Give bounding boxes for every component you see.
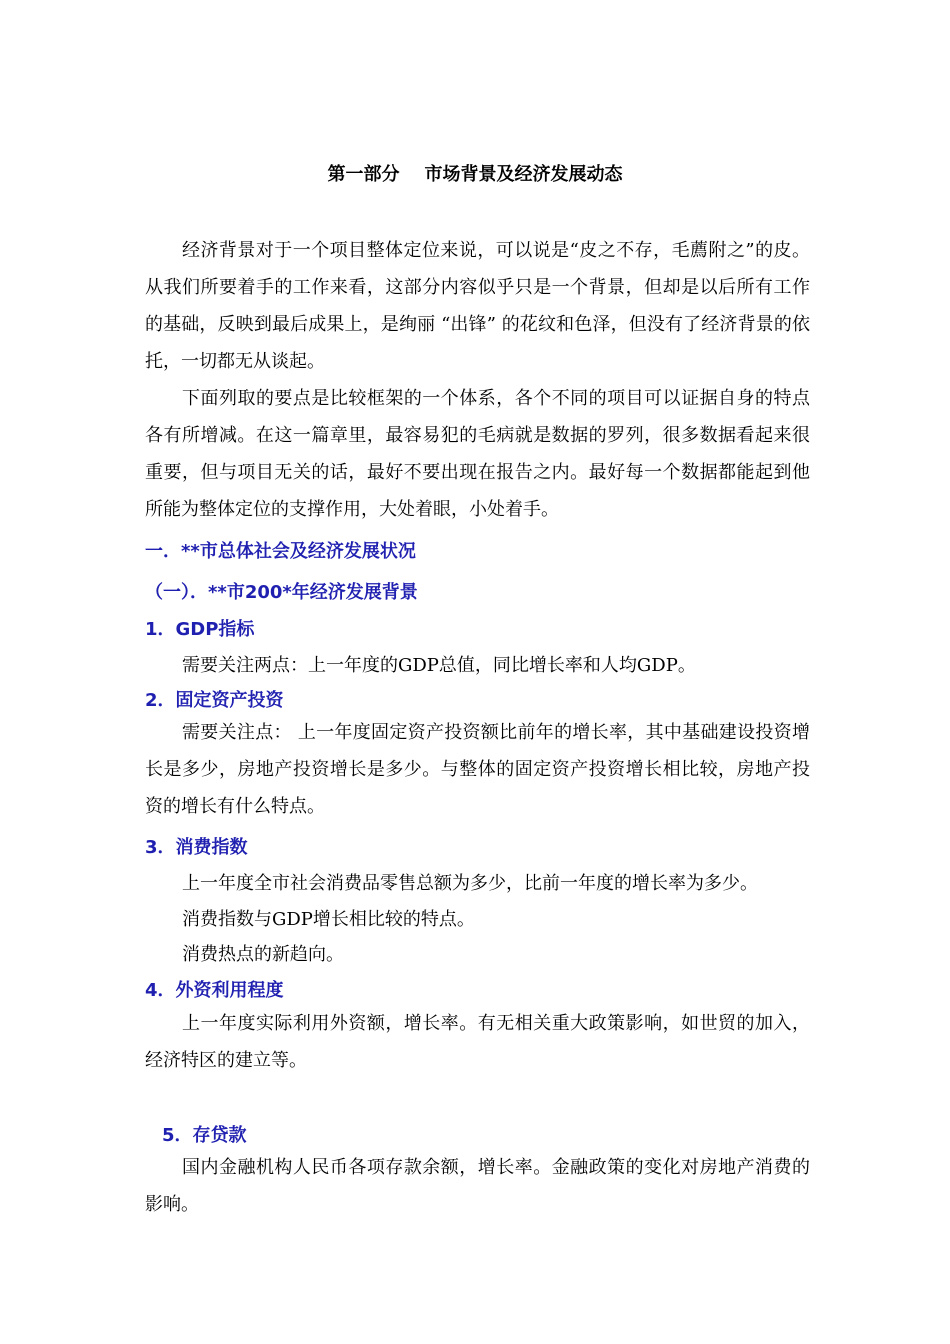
- subsection-heading-1: （一）．**市200*年经济发展背景: [145, 582, 418, 603]
- item-text-deposits: 国内金融机构人民币各项存款余额，增长率。金融政策的变化对房地产消费的影响。: [145, 1157, 810, 1215]
- item-heading-gdp: 1．GDP指标: [145, 619, 255, 640]
- item-heading-foreign-capital: 4．外资利用程度: [145, 980, 284, 1001]
- item-heading-consumption: 3．消费指数: [145, 837, 248, 858]
- item-heading-deposits: 5．存贷款: [162, 1125, 247, 1146]
- intro-paragraph-2: 下面列取的要点是比较框架的一个体系，各个不同的项目可以证据自身的特点各有所增减。在这一篇章里，最容易犯的毛病就是数据的罗列，很多数据看起来很重要，但与项目无关的话，最好不要出现在报告之内。最好每一个数据都能起到他所能为整体定位的支撑作用，大处着眼，小处着手。: [145, 388, 810, 520]
- item-text-consumption-1: 上一年度全市社会消费品零售总额为多少，比前一年度的增长率为多少。: [182, 873, 758, 894]
- item-text-consumption-3: 消费热点的新趋向。: [182, 944, 344, 965]
- section-heading-1: 一．**市总体社会及经济发展状况: [145, 541, 416, 562]
- item-text-gdp: 需要关注两点：上一年度的GDP总值，同比增长率和人均GDP。: [182, 655, 696, 676]
- item-heading-fixed-assets: 2．固定资产投资: [145, 690, 284, 711]
- item-text-consumption-2: 消费指数与GDP增长相比较的特点。: [182, 909, 475, 930]
- item-text-fixed-assets: 需要关注点： 上一年度固定资产投资额比前年的增长率，其中基础建设投资增长是多少，房地产投资增长是多少。与整体的固定资产投资增长相比较，房地产投资的增长有什么特点。: [145, 722, 810, 817]
- item-text-foreign-capital: 上一年度实际利用外资额，增长率。有无相关重大政策影响，如世贸的加入，经济特区的建立等。: [145, 1013, 810, 1071]
- intro-paragraph-1: 经济背景对于一个项目整体定位来说，可以说是“皮之不存，毛薦附之”的皮。从我们所要着手的工作来看，这部分内容似乎只是一个背景，但却是以后所有工作的基础，反映到最后成果上，是绚丽 “出锋” 的花纹和色泽，但没有了经济背景的依托，一切都无从谈起。: [145, 240, 810, 372]
- page-title: 第一部分 市场背景及经济发展动态: [327, 164, 623, 185]
